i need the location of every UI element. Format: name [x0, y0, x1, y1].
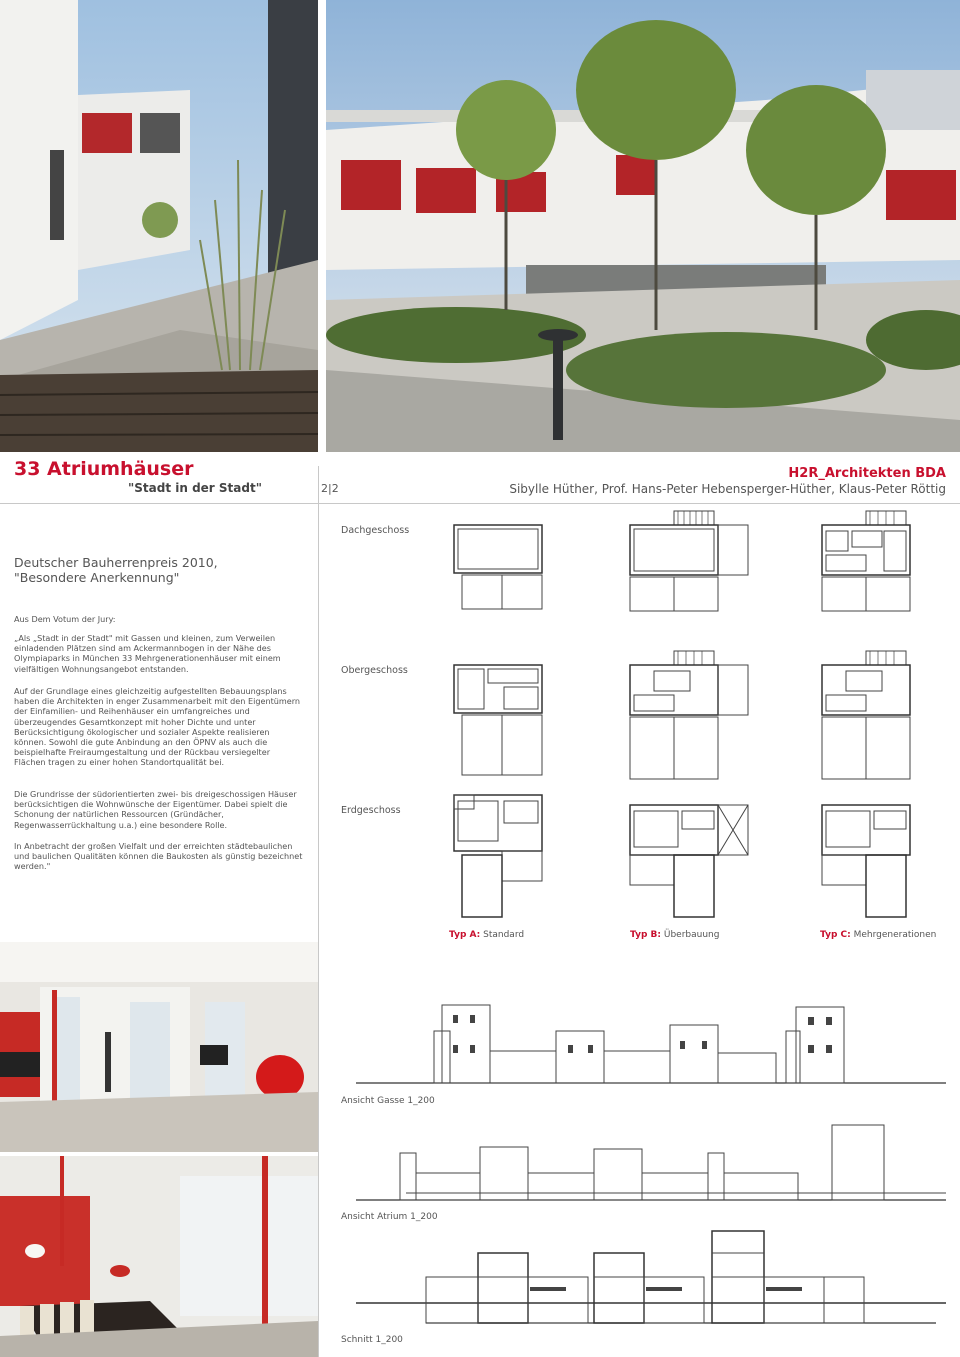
photo-atrium-garden — [326, 0, 960, 452]
page-subtitle: "Stadt in der Stadt" — [128, 481, 262, 495]
photo-living-room — [0, 942, 318, 1152]
caption-ansicht-atrium: Ansicht Atrium 1_200 — [341, 1212, 438, 1222]
type-a-code: Typ A: — [449, 930, 481, 940]
type-label-b — [630, 930, 719, 940]
jury-paragraph-1: „Als „Stadt in der Stadt" mit Gassen und kleinen, zum Verweilen einladenden Plätzen sind am Ackermannbogen in der Nähe des Olympiaparks in München 33 Mehrgenerationenhäuser mit einem vielfältigen Wohnungsangebot entstanden. — [14, 633, 281, 674]
elevation-gasse-drawing — [350, 995, 950, 1090]
award-text — [14, 555, 314, 585]
type-label-a — [449, 930, 524, 940]
photo-alley-courtyard — [0, 0, 318, 452]
jury-paragraph-4: In Anbetracht der großen Vielfalt und der erreichten städtebaulichen und baulichen Qualitäten können die Baukosten als günstig bezeichnet werden." — [14, 841, 303, 872]
jury-paragraph-2: Auf der Grundlage eines gleichzeitig aufgestellten Bebauungsplans haben die Architekten in enger Zusammenarbeit mit den Eigentümern der Einfamilien- und Reihenhäuser ein umfangreiches und überzeugendes Gesamtkonzept mit hoher Dichte und unter Berücksichtigung ökologischer und sozialer Aspekte realisieren können. Sowohl die gute Anbindung an den ÖPNV als auch die beispielhafte Freiraumgestaltung und der Rückbau versiegelter Flächen tragen zu einer hohen Standortqualität bei. — [14, 686, 301, 768]
firm-name: H2R_Architekten BDA — [788, 466, 946, 481]
page-title: 33 Atriumhäuser — [14, 458, 194, 480]
page-number: 2|2 — [321, 482, 339, 495]
jury-paragraph-3: Die Grundrisse der südorientierten zwei- bis dreigeschossigen Häuser berücksichtigen die Wohnwünsche der Eigentümer. Dabei spielt die Schonung der natürlichen Ressourcen (Gründächer, Regenwasserrückhaltung u.a.) eine besondere Rolle. — [14, 789, 297, 830]
award-line-2: "Besondere Anerkennung" — [14, 570, 180, 585]
authors: Sibylle Hüther, Prof. Hans-Peter Hebensperger-Hüther, Klaus-Peter Röttig — [509, 482, 946, 496]
caption-ansicht-gasse: Ansicht Gasse 1_200 — [341, 1096, 435, 1106]
type-a-name: Standard — [483, 930, 525, 940]
column-divider — [318, 466, 319, 1357]
award-line-1: Deutscher Bauherrenpreis 2010, — [14, 555, 218, 570]
type-label-c — [820, 930, 936, 940]
floor-plan-grid — [440, 505, 960, 925]
section-drawing — [350, 1225, 950, 1330]
jury-heading: Aus Dem Votum der Jury: — [14, 614, 116, 624]
type-c-code: Typ C: — [820, 930, 851, 940]
photo-dining-room — [0, 1156, 318, 1357]
level-label-obergeschoss: Obergeschoss — [341, 665, 408, 676]
level-label-erdgeschoss: Erdgeschoss — [341, 805, 401, 816]
level-label-dachgeschoss: Dachgeschoss — [341, 525, 410, 536]
type-b-name: Überbauung — [663, 930, 720, 940]
type-c-name: Mehrgenerationen — [853, 930, 937, 940]
caption-schnitt: Schnitt 1_200 — [341, 1335, 403, 1345]
header-rule — [0, 503, 960, 504]
elevation-atrium-drawing — [350, 1115, 950, 1210]
type-b-code: Typ B: — [630, 930, 661, 940]
